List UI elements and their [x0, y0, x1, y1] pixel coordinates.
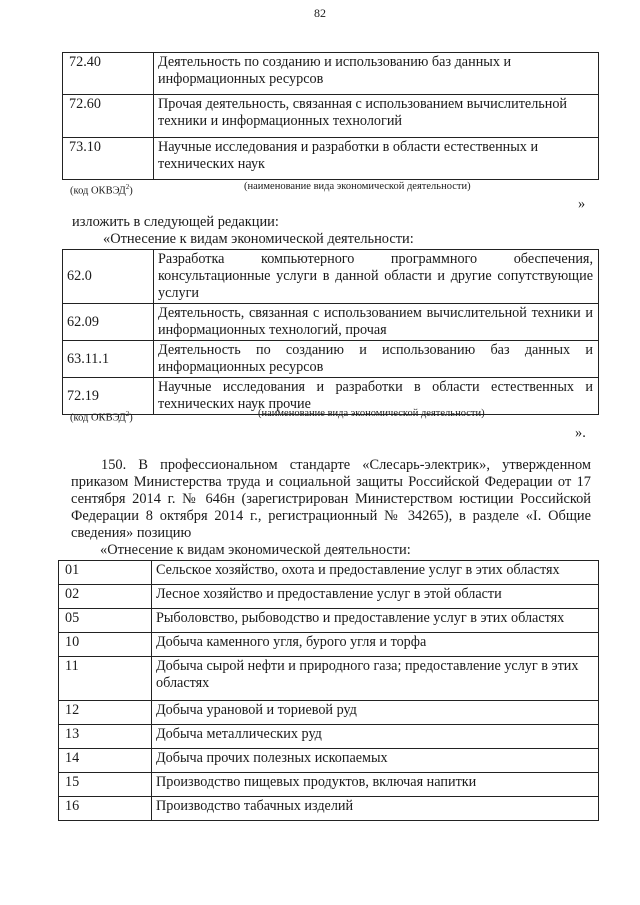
table-row	[59, 797, 599, 821]
activity-name: Добыча прочих полезных ископаемых	[152, 749, 599, 773]
table-row	[59, 701, 599, 725]
activity-name: Добыча урановой и ториевой руд	[152, 701, 599, 725]
caption-code: (код ОКВЭД$^2$)	[70, 410, 133, 424]
table-row	[59, 609, 599, 633]
table-row	[59, 657, 599, 701]
okved-code: 73.10	[63, 138, 154, 180]
activity-name: Прочая деятельность, связанная с использованием вычислительной техники и информационных технологий	[154, 95, 599, 138]
table-row	[63, 138, 599, 180]
okved-code: 72.19	[63, 378, 154, 415]
table-row	[63, 341, 599, 378]
okved-code: 63.11.1	[63, 341, 154, 378]
okved-code: 05	[59, 609, 152, 633]
table-row	[63, 250, 599, 304]
okved-code: 72.60	[63, 95, 154, 138]
activity-name: Сельское хозяйство, охота и предоставление услуг в этих областях	[152, 561, 599, 585]
okved-code: 62.09	[63, 304, 154, 341]
okved-code: 16	[59, 797, 152, 821]
relation-heading: «Отнесение к видам экономической деятельности:	[103, 231, 414, 247]
caption-code: (код ОКВЭД$^2$)	[70, 183, 133, 197]
table-row	[63, 53, 599, 95]
caption-name: (наименование вида экономической деятельности)	[244, 181, 471, 192]
okved-code: 72.40	[63, 53, 154, 95]
table-row	[59, 749, 599, 773]
table-row	[59, 773, 599, 797]
table-row	[59, 585, 599, 609]
page-number: 82	[314, 6, 326, 20]
relation-heading: «Отнесение к видам экономической деятельности:	[100, 542, 411, 558]
activity-name: Деятельность по созданию и использованию баз данных и информационных ресурсов	[154, 53, 599, 95]
activity-name: Разработка компьютерного программного обеспечения, консультационные услуги в данной области и другие сопутствующие услуги	[154, 250, 599, 304]
paragraph-150: 150. В профессиональном стандарте «Слесарь-электрик», утвержденном приказом Министерства труда и социальной защиты Российской Федерации от 17 сентября 2014 г. № 646н (зарегистрирован Министерством юстиции Российской Федерации 8 октября 2014 г., регистрационный № 34265), в разделе «I. Общие сведения» позицию	[71, 457, 591, 541]
activity-name: Научные исследования и разработки в области естественных и технических наук	[154, 138, 599, 180]
okved-code: 10	[59, 633, 152, 657]
okved-code: 13	[59, 725, 152, 749]
okved-table-new	[62, 249, 599, 415]
caption-name: (наименование вида экономической деятельности)	[258, 408, 485, 419]
closing-quote: »	[578, 196, 586, 212]
okved-code: 12	[59, 701, 152, 725]
table-row	[63, 95, 599, 138]
activity-name: Рыболовство, рыбоводство и предоставление услуг в этих областях	[152, 609, 599, 633]
okved-table-old	[62, 52, 599, 180]
activity-name: Производство табачных изделий	[152, 797, 599, 821]
okved-code: 62.0	[63, 250, 154, 304]
activity-name: Добыча металлических руд	[152, 725, 599, 749]
table-row	[59, 561, 599, 585]
activity-name: Добыча сырой нефти и природного газа; предоставление услуг в этих областях	[152, 657, 599, 701]
okved-code: 02	[59, 585, 152, 609]
activity-name: Производство пищевых продуктов, включая напитки	[152, 773, 599, 797]
okved-code: 01	[59, 561, 152, 585]
edit-instruction: изложить в следующей редакции:	[72, 214, 279, 230]
table-row	[59, 725, 599, 749]
table-row	[63, 304, 599, 341]
activity-name: Деятельность, связанная с использованием вычислительной техники и информационных технологий, прочая	[154, 304, 599, 341]
okved-code: 11	[59, 657, 152, 701]
okved-code: 14	[59, 749, 152, 773]
table-row	[59, 633, 599, 657]
closing-quote: ».	[575, 425, 586, 441]
okved-code: 15	[59, 773, 152, 797]
activity-name: Добыча каменного угля, бурого угля и торфа	[152, 633, 599, 657]
activity-name: Деятельность по созданию и использованию баз данных и информационных ресурсов	[154, 341, 599, 378]
activity-name: Лесное хозяйство и предоставление услуг в этой области	[152, 585, 599, 609]
okved-table-position	[58, 560, 599, 821]
activity-name: Научные исследования и разработки в области естественных и технических наук прочие	[154, 378, 599, 415]
